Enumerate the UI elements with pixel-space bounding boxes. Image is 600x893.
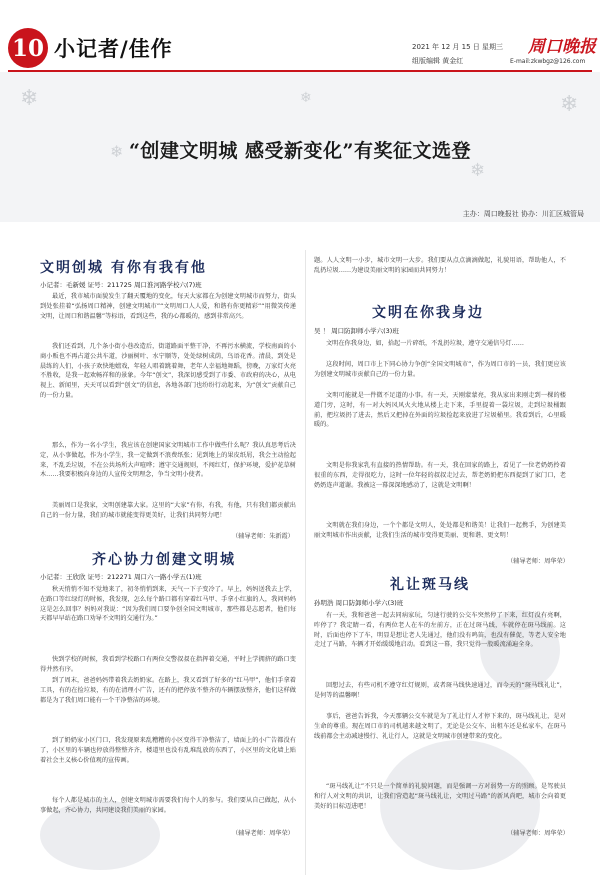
organizer-line: 主办：周口晚报社 协办：川汇区城管局 xyxy=(462,210,584,218)
article-tutor: （辅导老师：周华荣） xyxy=(232,830,294,837)
email-line: E-mail:zkwbgz@126.com xyxy=(510,58,586,65)
article-tutor: （辅导老师：周华荣） xyxy=(507,830,569,837)
article-title: 齐心协力创建文明城 xyxy=(92,552,236,568)
article-paragraph: 每个人都是城市的主人，创建文明城市需要我们每个人的参与。我们要从自己做起，从小事做起，齐心协力，共同建设我们美丽的家园。 xyxy=(40,797,296,814)
article-paragraph: 文明是你我家乳有直接的热情帮助。有一天，我在回家的路上，看见了一位老奶奶拎着很重的东西，走得很吃力，这时一位年轻的叔叔走过去，帮老奶奶把东西提到了家门口，老奶奶连声道谢。我被这一幕深深地感动了，这就是文明啊！ xyxy=(314,462,566,489)
article-paragraph: 事后，爸爸告诉我，今天那辆公交车就是为了礼让行人才停下来的，斑马线礼让，是对生命的尊重。现在周口市的司机越来越文明了，无论是公交车、出租车还是私家车，在斑马线前都会主动减速慢行、礼让行人，这就是文明城市创建带来的变化。 xyxy=(314,713,566,740)
article-paragraph: 秋天悄悄不知不觉地来了，初冬悄悄到来，天气一下子变冷了。早上，妈妈送我去上学，在路口等红绿灯的时候，我发现，怎么每个路口都有穿着红马甲、手拿小红旗的人，我问妈妈这是怎么回事？妈妈对我说：“因为我们周口要争创全国文明城市，那些都是志愿者，他们每天都早早站在路口劝导不文明的交通行为。” xyxy=(40,586,296,623)
article-paragraph: 文明可能就是一件微不足道的小事。有一天，天刚蒙蒙亮，我从家出来刚走到一棵的楼道门旁，这时，有一对大妈风风火火地从楼上走下来，手里提着一袋垃圾，走到垃圾桶跟前，把垃圾扔了进去，然后又把掉在外面的垃圾捡起来放进了垃圾桶里。我看到后，心里暖暖的。 xyxy=(314,392,566,429)
article-paragraph: 到了奶奶家小区门口，我发现原来乱糟糟的小区变得干净整洁了，墙面上的小广告都没有了，小区里的车辆也停放得整整齐齐，楼道里也没有乱堆乱放的东西了，小区里的文化墙上贴着社会主义核心价值观的宣传画。 xyxy=(40,737,296,764)
column-divider xyxy=(305,250,306,875)
article-byline: 小记者：王欣欣 证号：212271 周口六一路小学五(1)班 xyxy=(40,573,202,581)
article-paragraph: 这段时间，周口市上下同心协力争创“全国文明城市”，作为周口市的一员，我们更应该为创建文明城市贡献自己的一份力量。 xyxy=(314,361,566,378)
article-title: 文明创城 有你有我有他 xyxy=(40,260,207,276)
date-line: 2021 年 12 月 15 日 星期三 xyxy=(412,43,503,51)
article-byline: 孙明浩 周口防卸师小学六(3)班 xyxy=(314,599,404,607)
editor-line: 组版编辑 黄金红 xyxy=(412,57,464,65)
article-paragraph: 快到学校的时候，我看到学校路口有两位交警叔叔在指挥着交通，平时上学拥挤的路口变得井然有序。 xyxy=(40,656,296,673)
article-byline: 小记者：毛新媛 证号：211725 周口淮河路学校六(7)班 xyxy=(40,281,202,289)
article-title: 礼让斑马线 xyxy=(390,577,470,593)
article-paragraph: 文明在你我身边，如，拾起一片碎纸，不乱扔垃圾，遵守交通信号灯…… xyxy=(326,340,524,347)
article-tutor: （辅导老师：朱新霞） xyxy=(232,533,294,540)
article-paragraph: 有一天，我和爸爸一起去同病家玩，匀速行驶的公交车突然停了下来，红灯没有亮啊，咋停了？我定睛一看，有两位老人在车的左前方，正在过斑马线，车就停在斑马线前。这时，后面也停下了车，明显是想让老人先通过，他们没有鸣笛，也没有催促，等老人安全地走过了马路，车辆才开始缓缓地启动。看到这一幕，我只觉得一股暖流涌遍全身。 xyxy=(314,612,566,649)
page-number-badge: 10 xyxy=(8,28,48,68)
section-title: 小记者/佳作 xyxy=(54,36,173,61)
article-paragraph: 我们还看到，几个条小街小巷改造后，街道路面平整干净，不再污水横流，学校南面的小商小贩也不再占道公共车道，沙丽树叶、水宁顺等，处处绿树成荫，鸟语花香。清晨，到处是晨练的人们，小孩子欢快地嬉戏，年轻人唱着跳着舞，老年人幸福地舞蹈，傍晚，万家灯火亮不胜收，是我一起欢畅祥和的景象。今年“创文”，我深切感受到了市委、市政府的决心，从电视上、新闻里，天天可以看到“创文”的信息，各地各部门也纷纷行动起来，为“创文”贡献自己的一份力量。 xyxy=(40,343,296,399)
article-title: 文明在你我身边 xyxy=(372,305,484,321)
article-paragraph: 美丽周口是我家，文明创建靠大家。这里的“大家”有你，有我，有他，只有我们都贡献出自己的一份力量，我们的城市就能变得更美好，让我们共同努力吧！ xyxy=(40,502,296,519)
article-paragraph: 最近，我市城市面貌发生了翻天覆地的变化，每天大家都在为创建文明城市而努力，街头到处张挂着“弘扬周口精神，创建文明城市”“文明周口人人爱，和谐有你更精彩”“用微笑传递文明，让周口和谐温馨”等标语，看到这些，我的心都暖的，感到非常高兴。 xyxy=(40,293,296,320)
article-tutor: （辅导老师：周华荣） xyxy=(507,558,569,565)
snowflake-icon: ❄ xyxy=(560,92,579,117)
page-title: “创建文明城 感受新变化”有奖征文选登 xyxy=(129,140,471,162)
article-byline: 吴 ！ 周口防卸师小学六(3)班 xyxy=(314,327,399,335)
snowflake-icon: ❄ xyxy=(300,90,312,106)
snowflake-icon: ❄ xyxy=(470,160,486,181)
article-paragraph: 回想过去，有些司机不遵守红灯规则，或者斑马线快速通过，而今天的“斑马线礼让”，是何等的温馨啊！ xyxy=(314,682,566,699)
newspaper-logo: 周口晚报 xyxy=(528,37,596,57)
snowflake-icon: ❄ xyxy=(110,142,124,161)
article-paragraph: 题。人人文明一小步，城市文明一大步。我们要从点点滴滴做起，礼貌用语，帮助他人，不乱扔垃圾……为建设美丽文明的家园而共同努力！ xyxy=(314,257,566,274)
article-paragraph: 文明就在我们身边，一个个都是文明人，处处都是和谐美！让我们一起携手，为创建美丽文明城市作出贡献，让我们生活的城市变得更美丽、更和谐、更文明！ xyxy=(314,522,566,539)
snowflake-icon: ❄ xyxy=(20,86,39,111)
article-paragraph: 到了周末，爸爸妈妈带着我去奶奶家。在路上，我又看到了好多的“红马甲”，他们手拿着工具，有的在捡垃圾，有的在清理小广告，还有的把停放不整齐的车辆摆放整齐，他们这样做都是为了我们周口能有一个干净整洁的环境。 xyxy=(40,677,296,704)
article-paragraph: 那么，作为一名小学生，我应该在创建国家文明城市工作中做些什么呢？我认真思考后决定，从小事做起，作为小学生，我一定做到不浪费纸张；见到地上的果皮纸屑，我会主动捡起来，不乱丢垃圾，不在公共场所大声喧哗；遵守交通规则，不闯红灯，保护环境，爱护花草树木……我要积极向身边的人宣传文明理念，争当文明小使者。 xyxy=(40,442,296,479)
article-paragraph: “斑马线礼让”不只是一个简单的礼貌问题，而是强调一方对弱势一方的照顾。是驾驶员和行人对文明的共识，让我们营造起“斑马线礼让，文明过马路”的新风尚吧，城市会向着更美好的目标迈进吧！ xyxy=(314,783,566,810)
